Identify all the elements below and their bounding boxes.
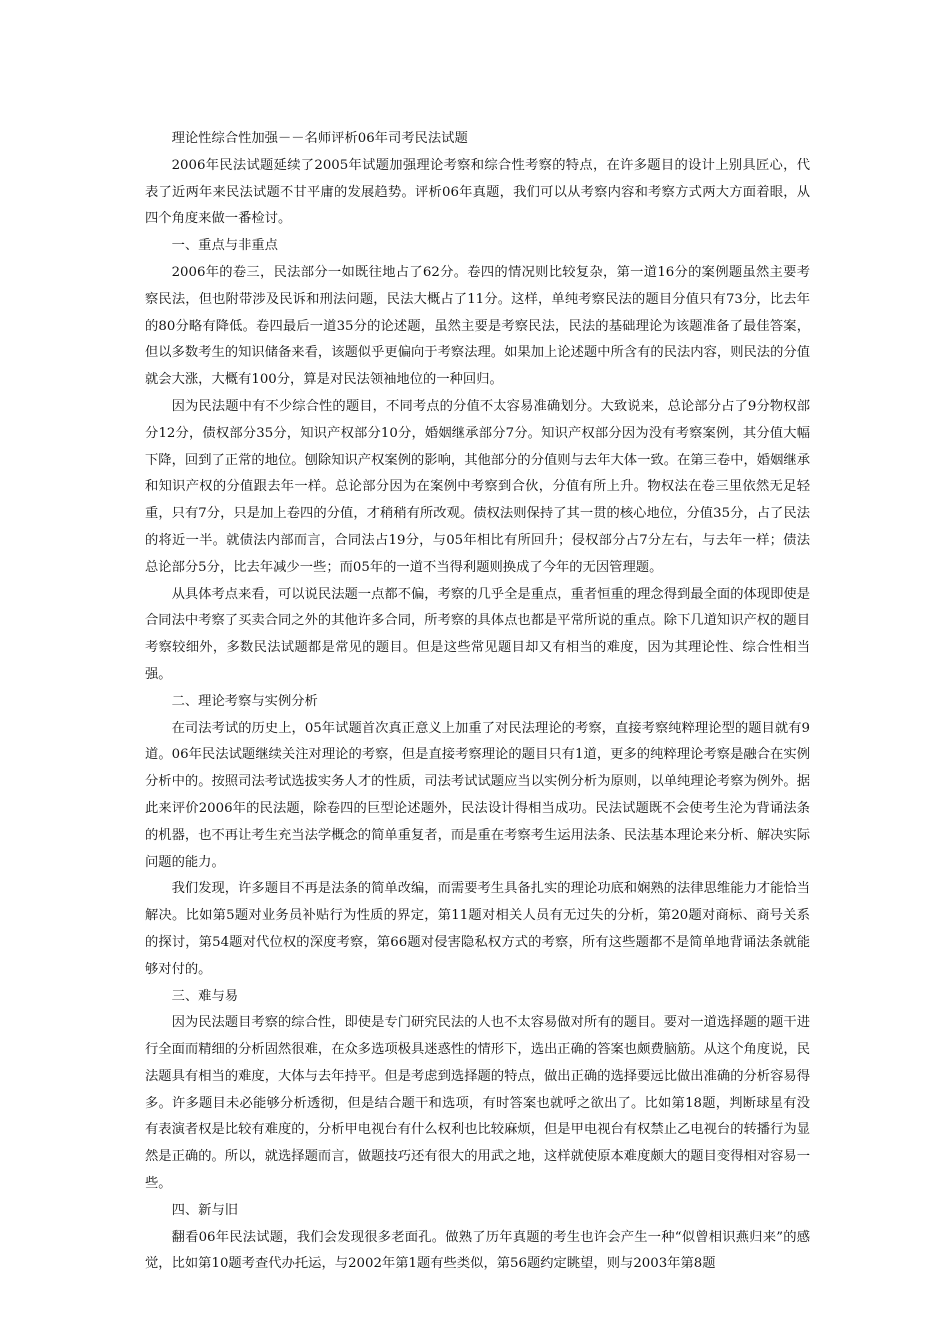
paragraph: 因为民法题目考察的综合性，即使是专门研究民法的人也不太容易做对所有的题目。要对一道选择题的题干进行全面而精细的分析固然很难，在众多选项极具迷惑性的情形下，选出正确的答案也颇费脑筋。从这个角度说，民法题具有相当的难度，大体与去年持平。但是考虑到选择题的特点，做出正确的选择要远比做出准确的分析容易得多。许多题目未必能够分析透彻，但是结合题干和选项，有时答案也就呼之欲出了。比如第18题，判断球星有没有表演者权是比较有难度的，分析甲电视台有什么权利也比较麻烦，但是甲电视台有权禁止乙电视台的转播行为显然是正确的。所以，就选择题而言，做题技巧还有很大的用武之地，这样就使原本难度颇大的题目变得相对容易一些。 [145, 1015, 810, 1192]
paragraph: 我们发现，许多题目不再是法条的简单改编，而需要考生具备扎实的理论功底和娴熟的法律思维能力才能恰当解决。比如第5题对业务员补贴行为性质的界定，第11题对相关人员有无过失的分析，第20题对商标、商号关系的探讨，第54题对代位权的深度考察，第66题对侵害隐私权方式的考察，所有这些题都不是简单地背诵法条就能够对付的。 [145, 881, 810, 977]
paragraph: 2006年的卷三，民法部分一如既往地占了62分。卷四的情况则比较复杂，第一道16分的案例题虽然主要考察民法，但也附带涉及民诉和刑法问题，民法大概占了11分。这样，单纯考察民法的题目分值只有73分，比去年的80分略有降低。卷四最后一道35分的论述题，虽然主要是考察民法，民法的基础理论为该题准备了最佳答案，但以多数考生的知识储备来看，该题似乎更偏向于考察法理。如果加上论述题中所含有的民法内容，则民法的分值就会大涨，大概有100分，算是对民法领袖地位的一种回归。 [145, 264, 810, 388]
paragraph: 在司法考试的历史上，05年试题首次真正意义上加重了对民法理论的考察，直接考察纯粹理论型的题目就有9道。06年民法试题继续关注对理论的考察，但是直接考察理论的题目只有1道，更多的纯粹理论考察是融合在实例分析中的。按照司法考试选拔实务人才的性质，司法考试试题应当以实例分析为原则，以单纯理论考察为例外。据此来评价2006年的民法题，除卷四的巨型论述题外，民法设计得相当成功。民法试题既不会使考生沦为背诵法条的机器，也不再让考生充当法学概念的简单重复者，而是重在考察考生运用法条、民法基本理论来分析、解决实际问题的能力。 [145, 720, 810, 870]
section-heading-difficulty: 三、难与易 [171, 988, 239, 1004]
intro-paragraph: 2006年民法试题延续了2005年试题加强理论考察和综合性考察的特点，在许多题目的设计上别具匠心，代表了近两年来民法试题不甘平庸的发展趋势。评析06年真题，我们可以从考察内容和考察方式两大方面着眼，从四个角度来做一番检讨。 [145, 157, 810, 227]
document-title: 理论性综合性加强－－名师评析06年司考民法试题 [171, 131, 468, 146]
paragraph: 因为民法题中有不少综合性的题目，不同考点的分值不太容易准确划分。大致说来，总论部分占了9分物权部分12分，债权部分35分，知识产权部分10分，婚姻继承部分7分。知识产权部分因为没有考察案例，其分值大幅下降，回到了正常的地位。刨除知识产权案例的影响，其他部分的分值则与去年大体一致。在第三卷中，婚姻继承和知识产权的分值跟去年一样。总论部分因为在案例中考察到合伙，分值有所上升。物权法在卷三里依然无足轻重，只有7分，只是加上卷四的分值，才稍稍有所改观。债权法则保持了其一贯的核心地位，分值35分，占了民法的将近一半。就债法内部而言，合同法占19分，与05年相比有所回升；侵权部分占7分左右，与去年一样；债法总论部分5分，比去年减少一些；而05年的一道不当得利题则换成了今年的无因管理题。 [145, 398, 810, 575]
document-body [145, 126, 810, 1278]
paragraph: 从具体考点来看，可以说民法题一点都不偏，考察的几乎全是重点，重者恒重的理念得到最全面的体现即使是合同法中考察了买卖合同之外的其他许多合同，所考察的具体点也都是平常所说的重点。除下几道知识产权的题目考察较细外，多数民法试题都是常见的题目。但是这些常见题目却又有相当的难度，因为其理论性、综合性相当强。 [145, 586, 810, 682]
paragraph: 翻看06年民法试题，我们会发现很多老面孔。做熟了历年真题的考生也许会产生一种“似曾相识燕归来”的感觉，比如第10题考查代办托运，与2002年第1题有些类似，第56题约定眺望，则与2003年第8题 [145, 1229, 810, 1272]
section-heading-key-points: 一、重点与非重点 [171, 238, 278, 254]
section-heading-theory-practice: 二、理论考察与实例分析 [171, 693, 318, 709]
section-heading-new-old: 四、新与旧 [171, 1202, 239, 1218]
